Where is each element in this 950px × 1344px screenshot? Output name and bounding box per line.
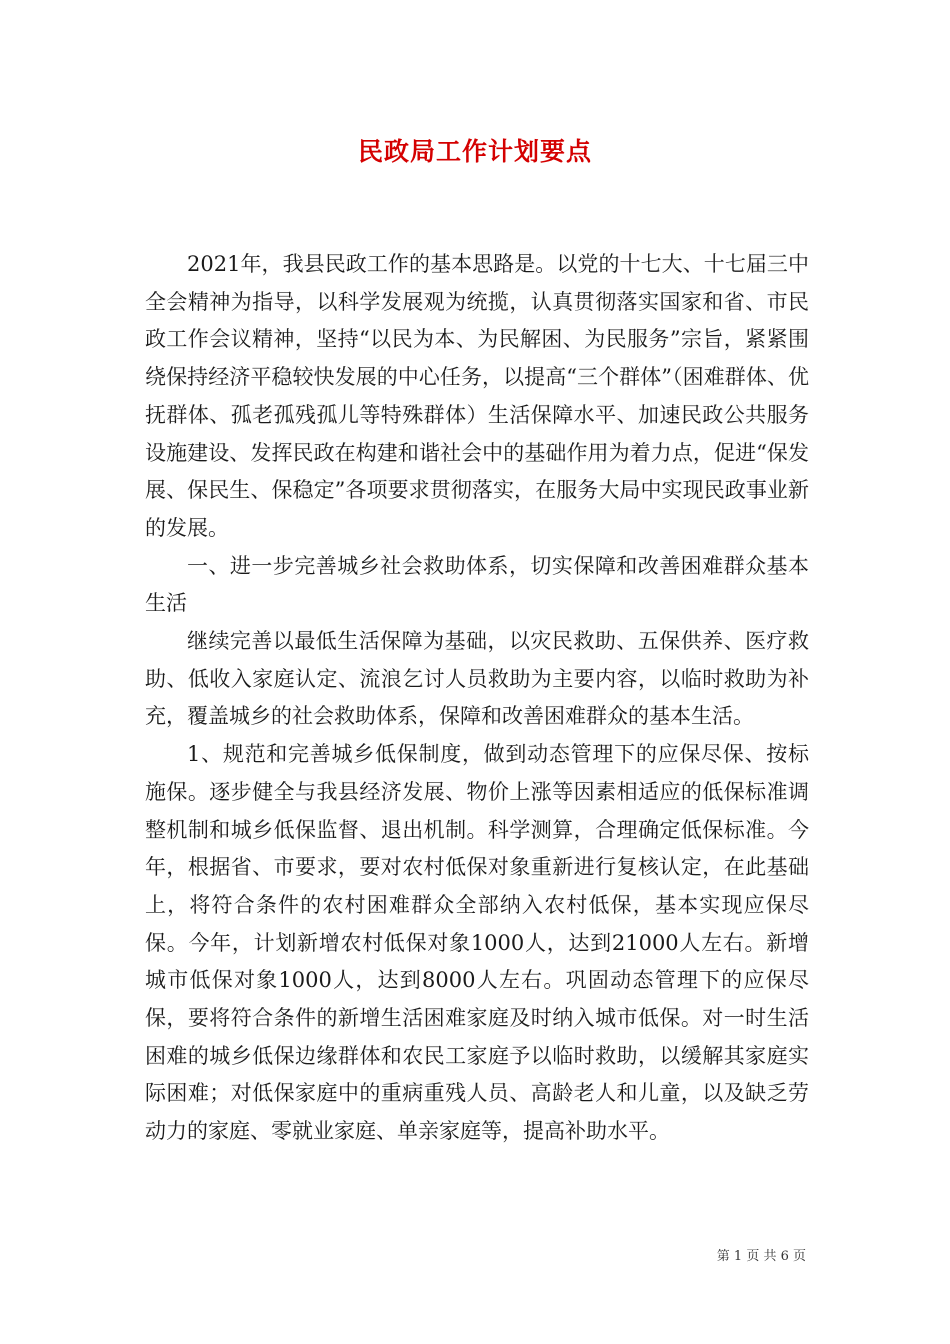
paragraph-section-body: 继续完善以最低生活保障为基础，以灾民救助、五保供养、医疗救助、低收入家庭认定、流浪乞讨人员救助为主要内容，以临时救助为补充，覆盖城乡的社会救助体系，保障和改善困难群众的基本生活。 bbox=[145, 629, 809, 729]
paragraph-item-1: 1、规范和完善城乡低保制度，做到动态管理下的应保尽保、按标施保。逐步健全与我县经济发展、物价上涨等因素相适应的低保标准调整机制和城乡低保监督、退出机制。科学测算，合理确定低保标准。今年，根据省、市要求，要对农村低保对象重新进行复核认定，在此基础上，将符合条件的农村困难群众全部纳入农村低保，基本实现应保尽保。今年，计划新增农村低保对象1000人，达到21000人左右。新增城市低保对象1000人，达到8000人左右。巩固动态管理下的应保尽保，要将符合条件的新增生活困难家庭及时纳入城市低保。对一时生活困难的城乡低保边缘群体和农民工家庭予以临时救助，以缓解其家庭实际困难；对低保家庭中的重病重残人员、高龄老人和儿童，以及缺乏劳动力的家庭、零就业家庭、单亲家庭等，提高补助水平。 bbox=[145, 742, 809, 1144]
page-number-footer: 第 1 页 共 6 页 bbox=[716, 1249, 806, 1264]
document-title: 民政局工作计划要点 bbox=[357, 137, 592, 166]
paragraph-intro: 2021年，我县民政工作的基本思路是。以党的十七大、十七届三中全会精神为指导，以科学发展观为统揽，认真贯彻落实国家和省、市民政工作会议精神，坚持“以民为本、为民解困、为民服务”宗旨，紧紧围绕保持经济平稳较快发展的中心任务，以提高“三个群体”（困难群体、优抚群体、孤老孤残孤儿等特殊群体）生活保障水平、加速民政公共服务设施建设、发挥民政在构建和谐社会中的基础作用为着力点，促进“保发展、保民生、保稳定”各项要求贯彻落实，在服务大局中实现民政事业新的发展。 bbox=[145, 252, 809, 540]
paragraph-section-heading: 一、进一步完善城乡社会救助体系，切实保障和改善困难群众基本生活 bbox=[145, 553, 809, 616]
document-body bbox=[145, 246, 809, 1151]
